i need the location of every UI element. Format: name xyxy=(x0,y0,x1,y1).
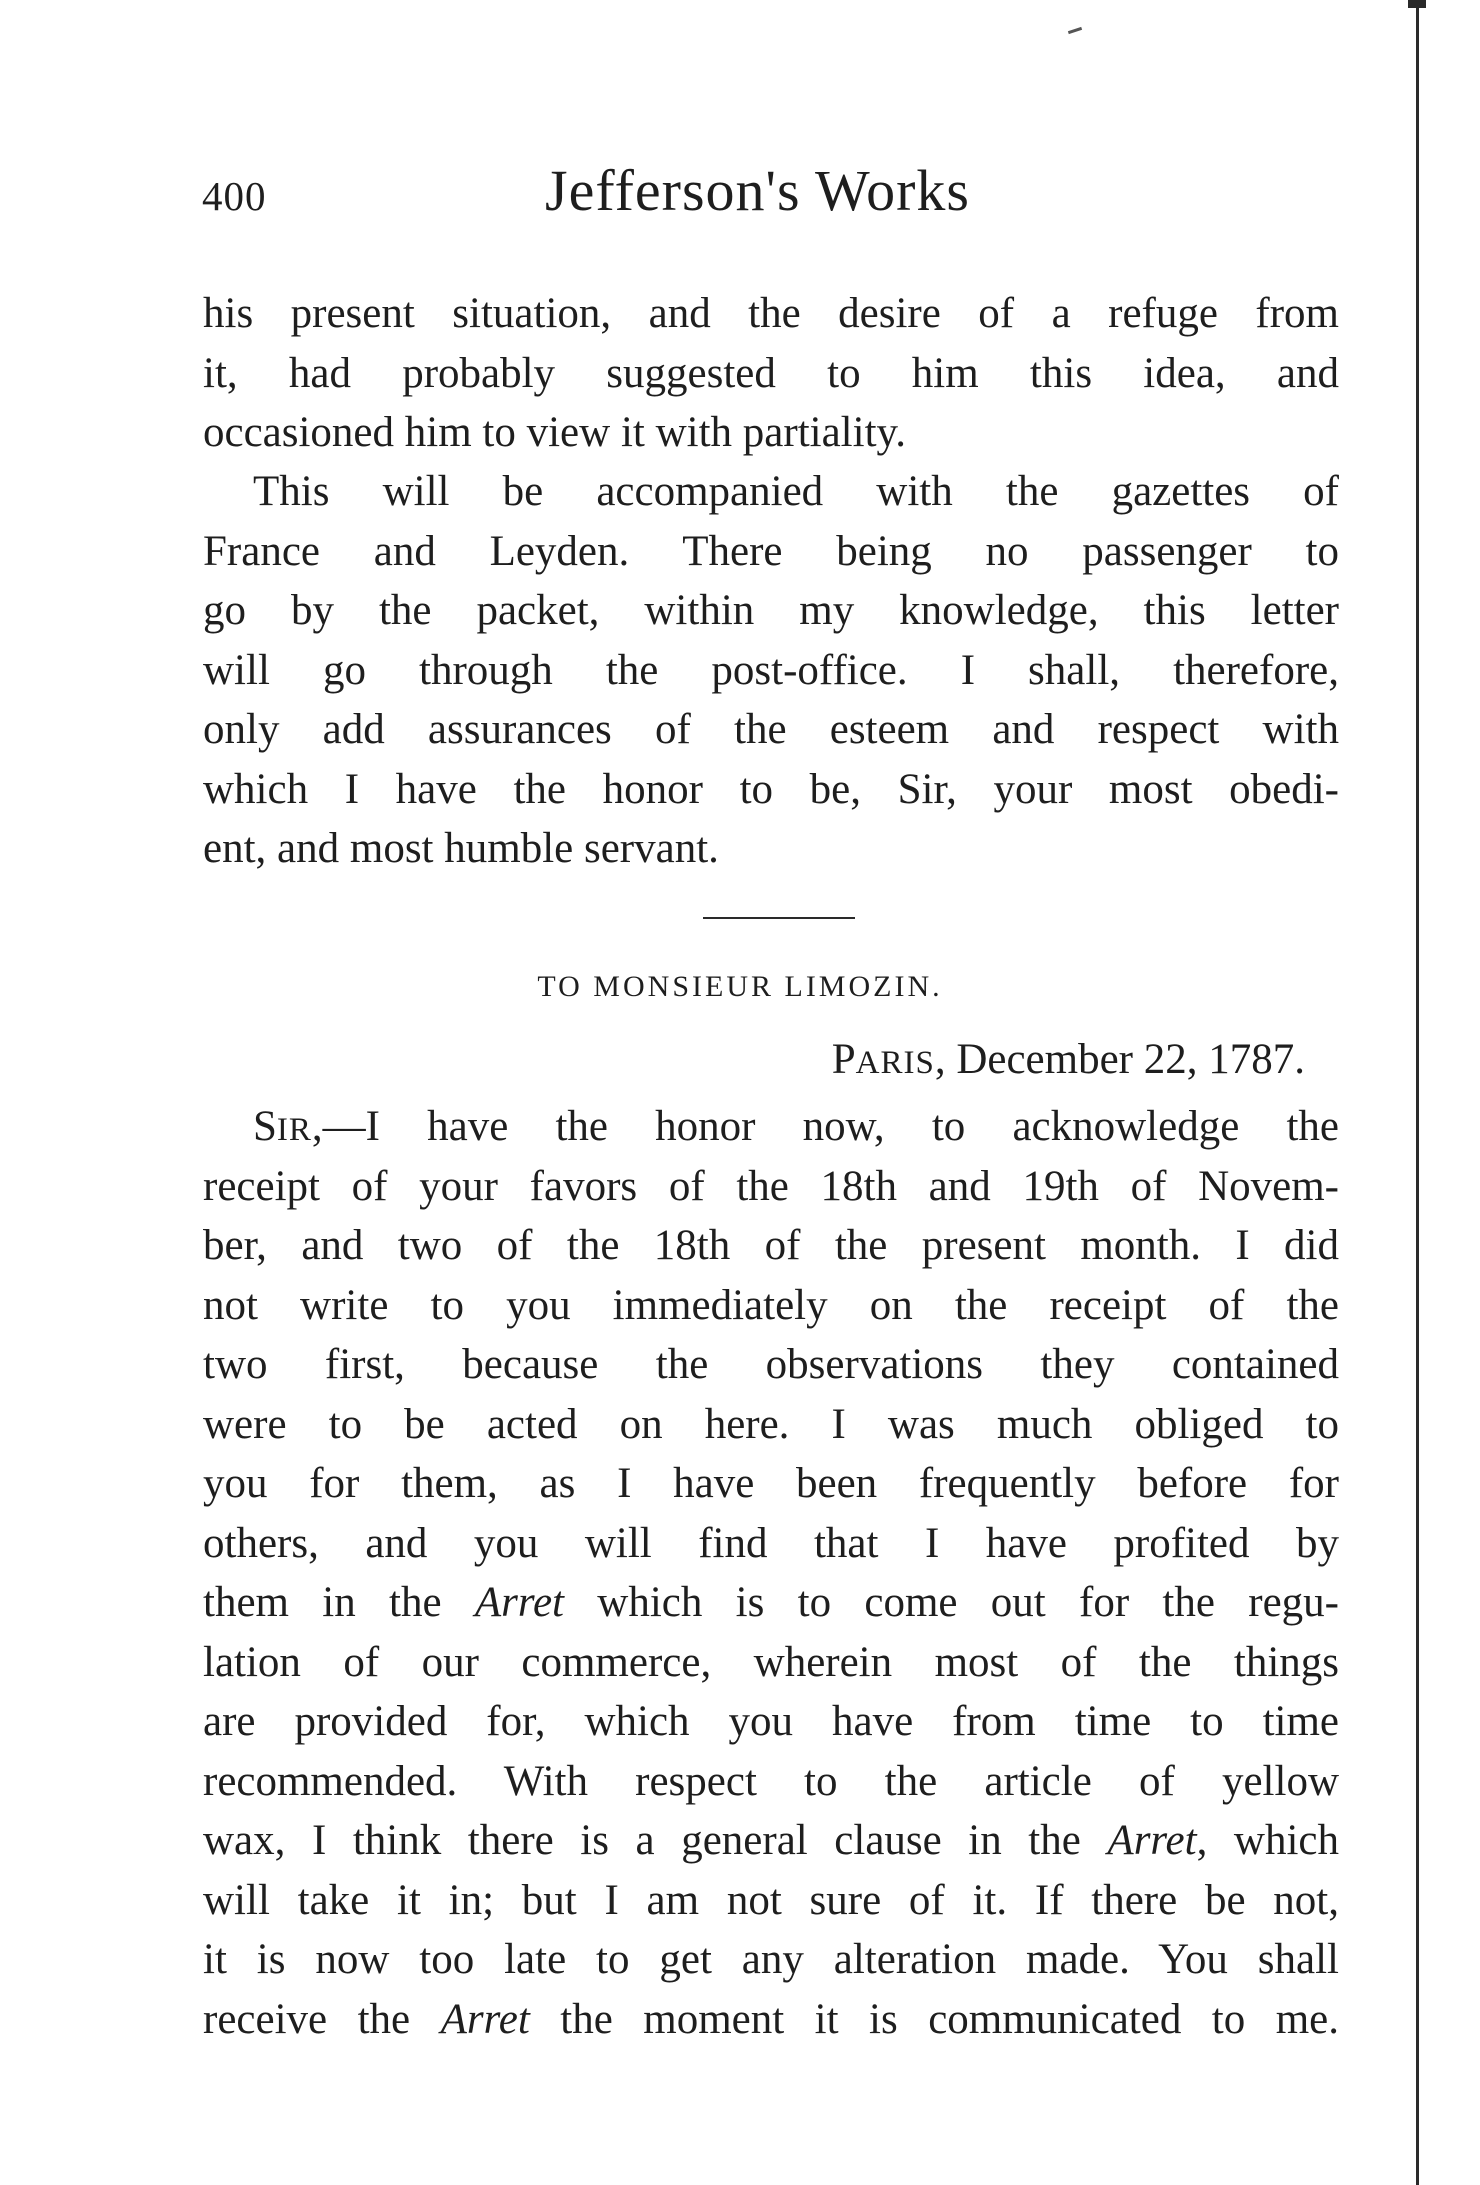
text-line: will take it in; but I am not sure of it. If there be not, xyxy=(203,1876,1339,1924)
section-divider xyxy=(703,917,855,919)
text-line: receipt of your favors of the 18th and 19th of Novem- xyxy=(203,1162,1339,1210)
salutation-rest: IR xyxy=(276,1112,312,1148)
text-line: only add assurances of the esteem and respect with xyxy=(203,706,1339,753)
page-edge-line xyxy=(1416,0,1419,2185)
text-line: were to be acted on here. I was much obliged to xyxy=(203,1400,1339,1448)
arret-word: Arret xyxy=(440,1995,530,2043)
letter-address: TO MONSIEUR LIMOZIN. xyxy=(537,970,943,1003)
dateline-date: , December 22, 1787. xyxy=(934,1036,1305,1083)
text-line: it is now too late to get any alteration made. You shall xyxy=(203,1936,1339,1983)
arret-word: Arret xyxy=(1107,1817,1197,1864)
text-line xyxy=(203,1573,1339,1633)
text-line: recommended. With respect to the article of yellow xyxy=(203,1757,1339,1805)
line-text: receive the xyxy=(203,1995,441,2043)
text-line: are provided for, which you have from time to time xyxy=(203,1698,1339,1745)
salutation-initial: S xyxy=(253,1103,277,1150)
text-line: lation of our commerce, wherein most of the things xyxy=(203,1638,1339,1686)
text-line: will go through the post-office. I shall, therefore, xyxy=(203,646,1339,694)
text-line: two first, because the observations they contained xyxy=(203,1341,1339,1388)
line-text: the moment it is communicated to me. xyxy=(529,1995,1340,2043)
scan-speck xyxy=(1068,27,1082,34)
text-line xyxy=(203,1097,1339,1157)
text-line: go by the packet, within my knowledge, this letter xyxy=(203,587,1339,634)
paragraph-continued xyxy=(203,284,1339,463)
letter-body xyxy=(203,1097,1339,2049)
line-text: ,—I have the honor now, to acknowledge the xyxy=(311,1103,1339,1150)
page-number: 400 xyxy=(202,173,267,219)
text-line: France and Leyden. There being no passenger to xyxy=(203,527,1339,575)
line-text: wax, I think there is a general clause in the xyxy=(203,1817,1108,1864)
text-line: not write to you immediately on the receipt of the xyxy=(203,1281,1339,1329)
text-line: you for them, as I have been frequently before for xyxy=(203,1460,1339,1507)
line-text: , which xyxy=(1196,1817,1339,1864)
text-line xyxy=(203,1811,1339,1871)
text-line: ber, and two of the 18th of the present month. I did xyxy=(203,1222,1339,1269)
line-text: them in the xyxy=(203,1579,475,1626)
text-line: his present situation, and the desire of a refuge from xyxy=(203,290,1339,337)
text-line: it, had probably suggested to him this idea, and xyxy=(203,349,1339,397)
text-line xyxy=(203,1990,1339,2050)
dateline-city-initial: P xyxy=(831,1036,856,1083)
paragraph-closing xyxy=(203,462,1339,879)
text-line: ent, and most humble servant. xyxy=(203,825,719,872)
running-head: Jefferson's Works xyxy=(545,158,970,223)
dateline-city-rest: ARIS xyxy=(855,1045,935,1081)
text-line: occasioned him to view it with partiality. xyxy=(203,409,906,456)
line-text: which is to come out for the regu- xyxy=(564,1579,1339,1626)
text-line: This will be accompanied with the gazettes of xyxy=(253,468,1339,515)
arret-word: Arret xyxy=(474,1579,564,1626)
text-line: others, and you will find that I have profited by xyxy=(203,1519,1339,1567)
text-line: which I have the honor to be, Sir, your most obedi- xyxy=(203,765,1339,813)
letter-dateline xyxy=(832,1035,1305,1084)
